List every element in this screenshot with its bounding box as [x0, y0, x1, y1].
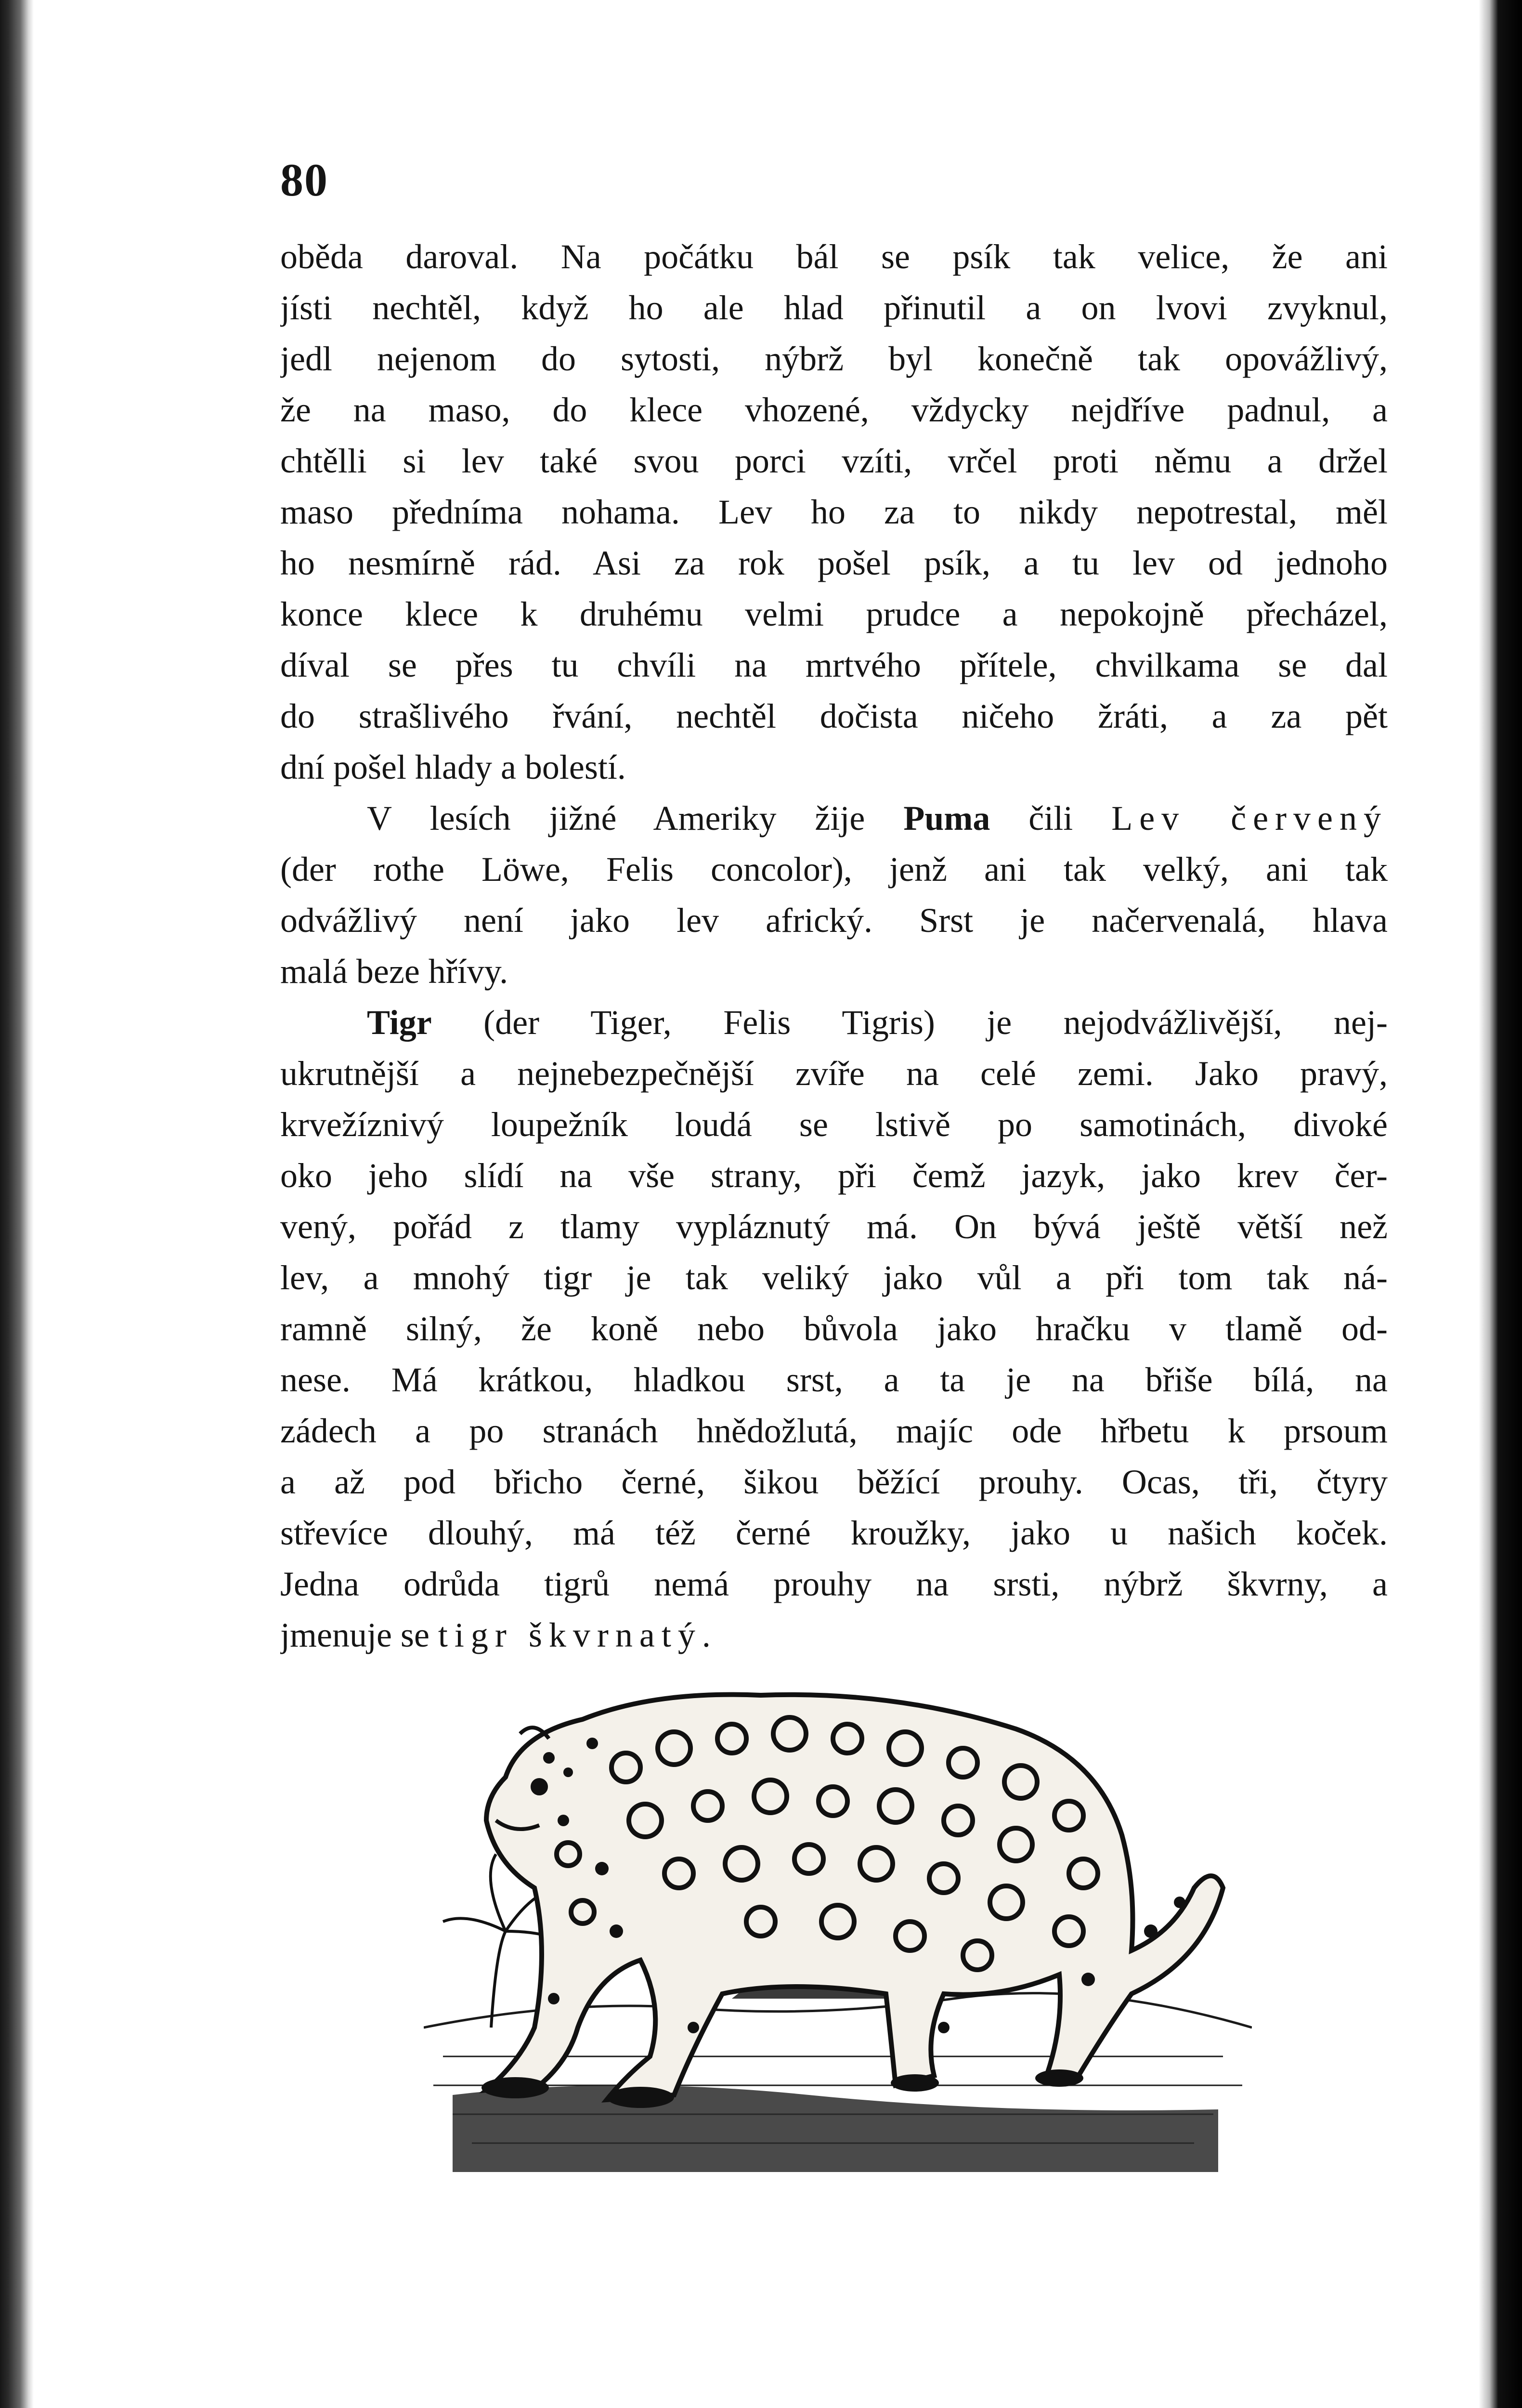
scan-right-edge: [1479, 0, 1522, 2408]
scan-left-edge: [0, 0, 34, 2408]
text-line: Jedna odrůda tigrů nemá prouhy na srsti, nýbrž škvrny, a: [280, 1565, 1388, 1603]
tigr-final-line: [280, 1610, 1388, 1661]
ground-shadow: [453, 2085, 1218, 2172]
puma-spaced-name: Lev červený: [1111, 799, 1388, 838]
text-line: chtělli si lev také svou porci vzíti, vrčel proti němu a držel: [280, 442, 1388, 480]
tigr-final-lead: jmenuje se: [280, 1616, 438, 1654]
leopard-illustration: [424, 1662, 1252, 2182]
puma-mid: čili: [990, 799, 1112, 838]
tigr-spotted-name: tigr škvrnatý.: [438, 1616, 717, 1654]
puma-name: Puma: [903, 799, 990, 838]
text-line: konce klece k druhému velmi prudce a nepokojně přecházel,: [280, 595, 1388, 633]
puma-paragraph-start: [280, 793, 1388, 844]
text-line: že na maso, do klece vhozené, vždycky nejdříve padnul, a: [280, 391, 1388, 429]
text-line: díval se přes tu chvíli na mrtvého přítele, chvilkama se dal: [280, 646, 1388, 684]
tigr-paragraph-start: [280, 997, 1388, 1048]
text-line: maso předníma nohama. Lev ho za to nikdy nepotrestal, měl: [280, 493, 1388, 531]
text-line: krvežíznivý loupežník loudá se lstivě po samotinách, divoké: [280, 1105, 1388, 1144]
text-line: vený, pořád z tlamy vypláznutý má. On bývá ještě větší než: [280, 1207, 1388, 1246]
text-line: a až pod břicho černé, šikou běžící prouhy. Ocas, tři, čtyry: [280, 1463, 1388, 1501]
text-line: střevíce dlouhý, má též černé kroužky, jako u našich koček.: [280, 1514, 1388, 1552]
text-line: oběda daroval. Na počátku bál se psík tak velice, že ani: [280, 237, 1388, 276]
text-line: lev, a mnohý tigr je tak veliký jako vůl a při tom tak ná-: [280, 1258, 1388, 1297]
puma-lead: V lesích jižné Ameriky žije: [367, 799, 904, 838]
text-line: ramně silný, že koně nebo bůvola jako hračku v tlamě od-: [280, 1309, 1388, 1348]
text-line: ho nesmírně rád. Asi za rok pošel psík, a tu lev od jednoho: [280, 544, 1388, 582]
text-line: nese. Má krátkou, hladkou srst, a ta je na břiše bílá, na: [280, 1361, 1388, 1399]
text-line: jísti nechtěl, když ho ale hlad přinutil a on lvovi zvyknul,: [280, 288, 1388, 327]
tigr-name: Tigr: [367, 1003, 432, 1042]
text-line: jedl nejenom do sytosti, nýbrž byl konečně tak opovážlivý,: [280, 340, 1388, 378]
text-line: ukrutnější a nejnebezpečnější zvíře na celé zemi. Jako pravý,: [280, 1054, 1388, 1093]
leopard-body: [486, 1695, 1223, 2100]
text-line: odvážlivý není jako lev africký. Srst je načervenalá, hlava: [280, 901, 1388, 940]
page-number: 80: [280, 154, 328, 206]
text-line: dní pošel hlady a bolestí.: [280, 748, 626, 786]
text-line: oko jeho slídí na vše strany, při čemž jazyk, jako krev čer-: [280, 1156, 1388, 1195]
body-text: [280, 231, 1388, 1661]
text-line: malá beze hřívy.: [280, 952, 508, 991]
text-line: (der rothe Löwe, Felis concolor), jenž ani tak velký, ani tak: [280, 850, 1388, 889]
text-line: do strašlivého řvání, nechtěl dočista ničeho žráti, a za pět: [280, 697, 1388, 735]
tigr-rest: (der Tiger, Felis Tigris) je nejodvážlivější, nej-: [431, 1003, 1388, 1042]
text-line: zádech a po stranách hnědožlutá, majíc ode hřbetu k prsoum: [280, 1412, 1388, 1450]
